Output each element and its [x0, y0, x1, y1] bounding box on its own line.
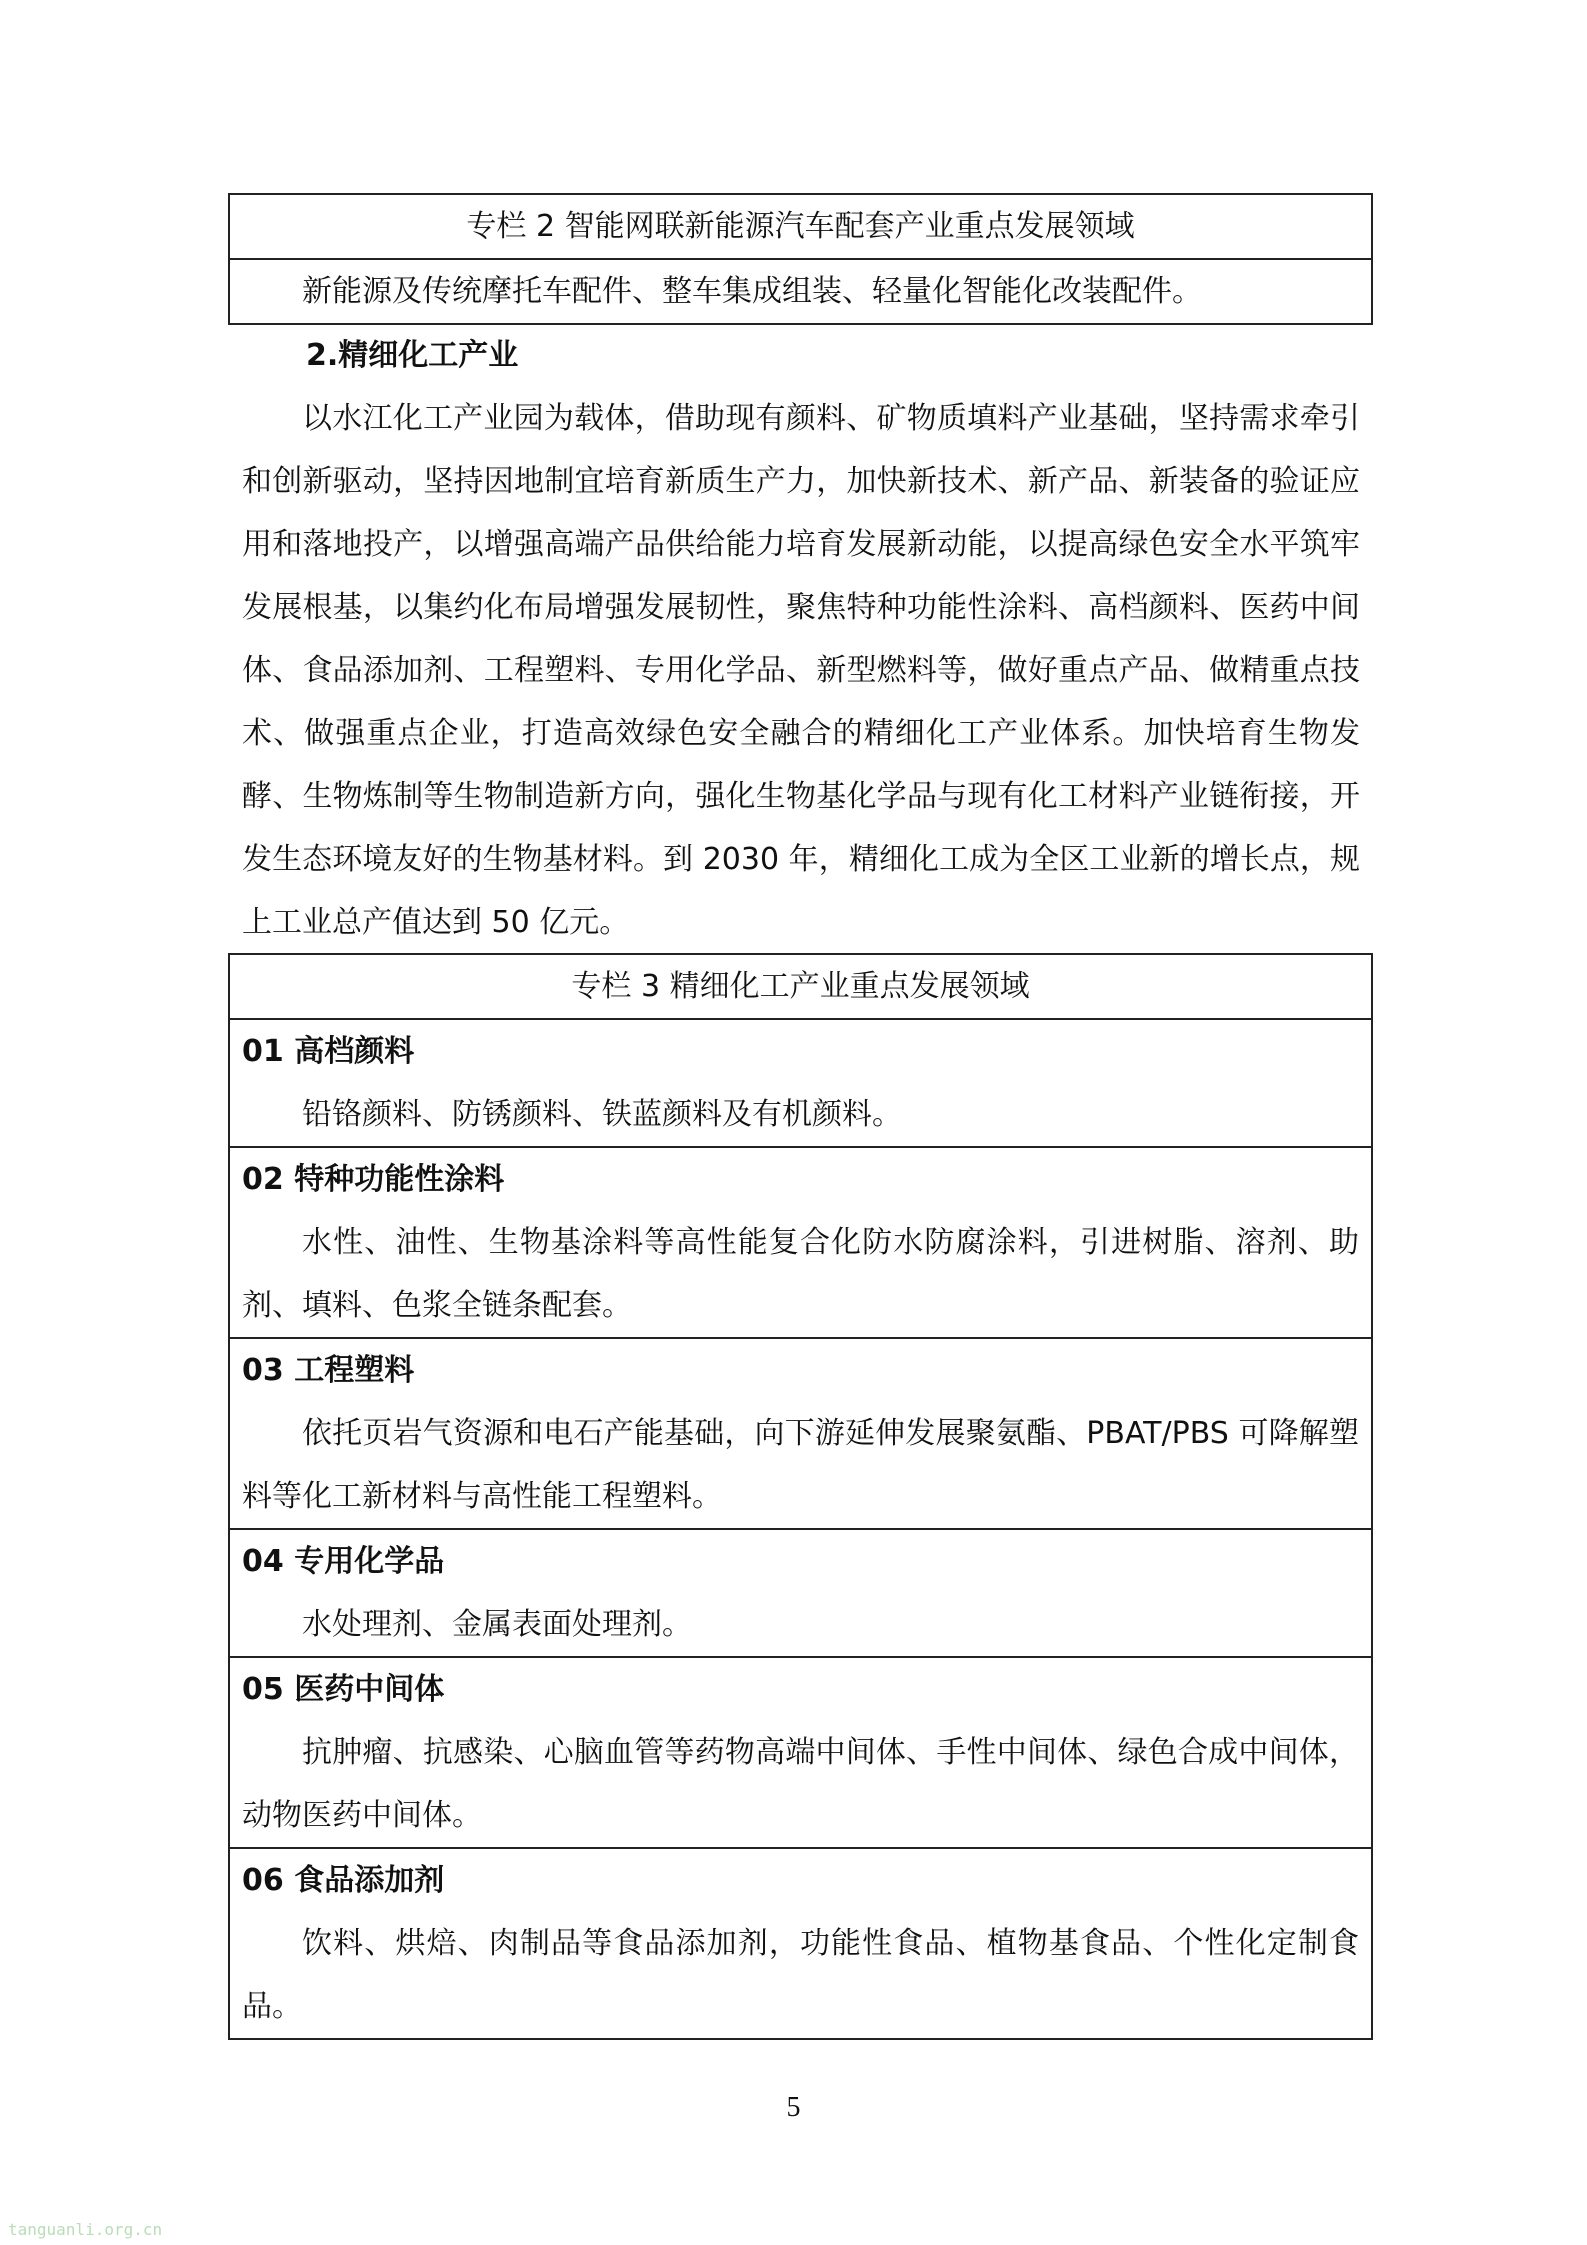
field-description: 依托页岩气资源和电石产能基础，向下游延伸发展聚氨酯、PBAT/PBS 可降解塑料等化工新材料与高性能工程塑料。 [242, 1416, 1359, 1514]
page-number: 5 [786, 2092, 801, 2123]
field-heading: 03 工程塑料 [242, 1353, 415, 1388]
field-heading: 06 食品添加剂 [242, 1863, 445, 1898]
field-section [230, 1339, 1371, 1530]
field-section [230, 1020, 1371, 1148]
field-heading: 01 高档颜料 [242, 1034, 415, 1069]
section-heading: 2.精细化工产业 [306, 338, 519, 373]
column-box-3 [228, 953, 1373, 2040]
field-description: 铅铬颜料、防锈颜料、铁蓝颜料及有机颜料。 [302, 1097, 902, 1132]
field-description: 抗肿瘤、抗感染、心脑血管等药物高端中间体、手性中间体、绿色合成中间体，动物医药中间体。 [242, 1735, 1359, 1833]
column-box-2-title: 专栏 2 智能网联新能源汽车配套产业重点发展领域 [230, 195, 1371, 260]
field-section [230, 1148, 1371, 1339]
body-paragraph: 以水江化工产业园为载体，借助现有颜料、矿物质填料产业基础，坚持需求牵引和创新驱动，坚持因地制宜培育新质生产力，加快新技术、新产品、新装备的验证应用和落地投产，以增强高端产品供给能力培育发展新动能，以提高绿色安全水平筑牢发展根基，以集约化布局增强发展韧性，聚焦特种功能性涂料、高档颜料、医药中间体、食品添加剂、工程塑料、专用化学品、新型燃料等，做好重点产品、做精重点技术、做强重点企业，打造高效绿色安全融合的精细化工产业体系。加快培育生物发酵、生物炼制等生物制造新方向，强化生物基化学品与现有化工材料产业链衔接，开发生态环境友好的生物基材料。到 2030 年，精细化工成为全区工业新的增长点，规上工业总产值达到 50 亿元。 [242, 401, 1360, 940]
field-section [230, 1849, 1371, 2038]
watermark: tanguanli.org.cn [8, 2220, 163, 2239]
field-description: 水性、油性、生物基涂料等高性能复合化防水防腐涂料，引进树脂、溶剂、助剂、填料、色浆全链条配套。 [242, 1225, 1359, 1323]
field-section [230, 1658, 1371, 1849]
field-section [230, 1530, 1371, 1658]
column-box-3-title: 专栏 3 精细化工产业重点发展领域 [230, 955, 1371, 1020]
field-heading: 04 专用化学品 [242, 1544, 445, 1579]
column-box-2 [228, 193, 1373, 325]
column-box-2-content: 新能源及传统摩托车配件、整车集成组装、轻量化智能化改装配件。 [302, 274, 1202, 309]
field-heading: 05 医药中间体 [242, 1672, 445, 1707]
field-description: 水处理剂、金属表面处理剂。 [302, 1607, 692, 1642]
field-heading: 02 特种功能性涂料 [242, 1162, 505, 1197]
field-description: 饮料、烘焙、肉制品等食品添加剂，功能性食品、植物基食品、个性化定制食品。 [242, 1926, 1359, 2024]
